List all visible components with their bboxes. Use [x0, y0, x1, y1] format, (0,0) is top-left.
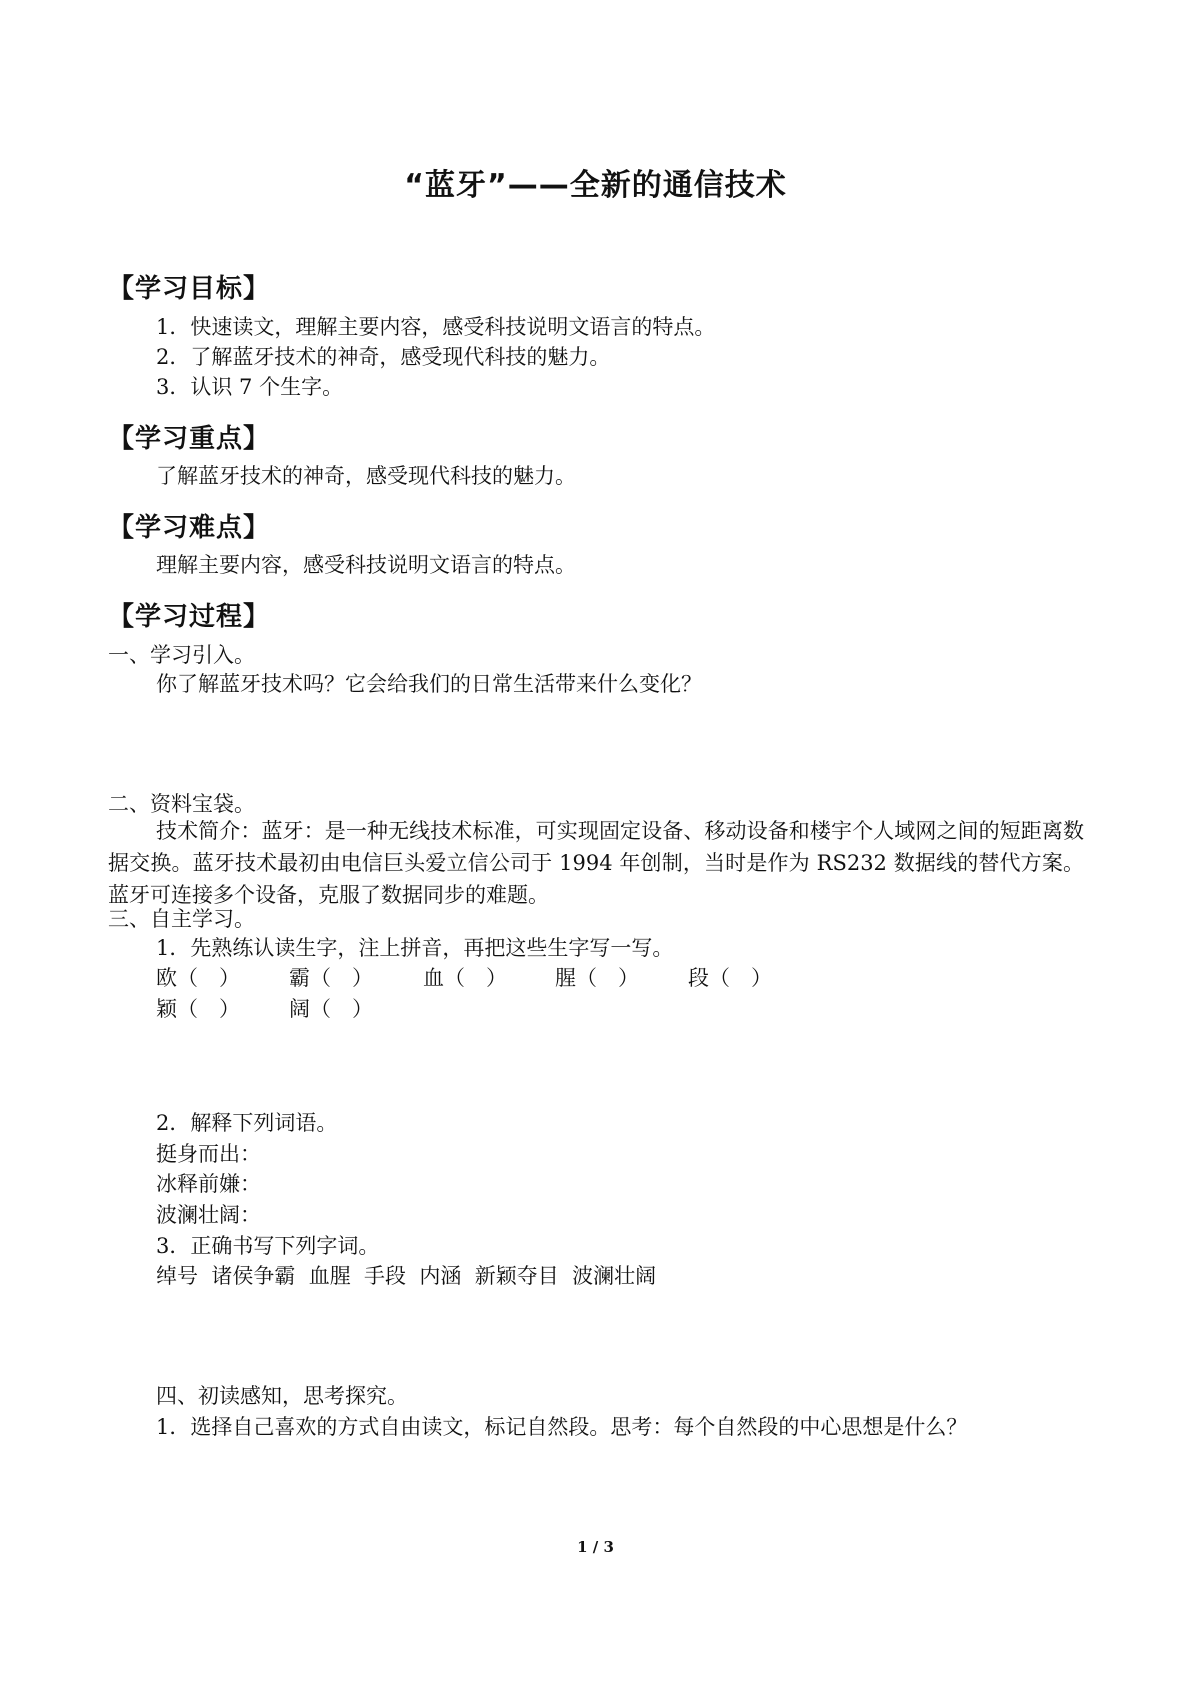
objective-item: 1．快速读文，理解主要内容，感受科技说明文语言的特点。 — [156, 315, 716, 339]
step-4-task-1: 1．选择自己喜欢的方式自由读文，标记自然段。思考：每个自然段的中心思想是什么？ — [156, 1415, 968, 1439]
char-item: 欧（ ） — [156, 966, 240, 990]
term-item: 冰释前嫌： — [156, 1172, 261, 1196]
section-heading-difficulties: 【学习难点】 — [108, 513, 271, 543]
objective-item: 3．认识 7 个生字。 — [156, 375, 344, 399]
document-title: “蓝牙”——全新的通信技术 — [404, 168, 787, 203]
page-number: 1 / 3 — [577, 1538, 614, 1556]
char-item: 颖（ ） — [156, 997, 240, 1021]
step-2-paragraph: 技术简介：蓝牙：是一种无线技术标准，可实现固定设备、移动设备和楼宇个人域网之间的短距离数据交换。蓝牙技术最初由电信巨头爱立信公司于 1994 年创制，当时是作为 RS232 数据线的替代方案。蓝牙可连接多个设备，克服了数据同步的难题。 — [108, 819, 1084, 907]
key-points-text: 了解蓝牙技术的神奇，感受现代科技的魅力。 — [156, 464, 576, 488]
difficulties-text: 理解主要内容，感受科技说明文语言的特点。 — [156, 553, 576, 577]
step-2-title: 二、资料宝袋。 — [108, 792, 255, 816]
step-3-title: 三、自主学习。 — [108, 907, 255, 931]
section-heading-process: 【学习过程】 — [108, 602, 271, 632]
step-3-task-1: 1．先熟练认读生字，注上拼音，再把这些生字写一写。 — [156, 936, 674, 960]
step-1-title: 一、学习引入。 — [108, 643, 255, 667]
char-item: 腥（ ） — [555, 966, 639, 990]
step-3-task-3: 3．正确书写下列字词。 — [156, 1234, 380, 1258]
step-4-title: 四、初读感知，思考探究。 — [156, 1384, 408, 1408]
term-item: 挺身而出： — [156, 1142, 261, 1166]
char-item: 血（ ） — [423, 966, 507, 990]
char-item: 霸（ ） — [289, 966, 373, 990]
term-item: 波澜壮阔： — [156, 1203, 261, 1227]
step-1-question: 你了解蓝牙技术吗？它会给我们的日常生活带来什么变化？ — [156, 672, 702, 696]
section-heading-key-points: 【学习重点】 — [108, 424, 271, 454]
word-list: 绰号 诸侯争霸 血腥 手段 内涵 新颖夺目 波澜壮阔 — [156, 1264, 657, 1288]
section-heading-objectives: 【学习目标】 — [108, 274, 271, 304]
char-item: 阔（ ） — [289, 997, 373, 1021]
char-item: 段（ ） — [688, 966, 772, 990]
objective-item: 2．了解蓝牙技术的神奇，感受现代科技的魅力。 — [156, 345, 611, 369]
step-3-task-2: 2．解释下列词语。 — [156, 1111, 338, 1135]
